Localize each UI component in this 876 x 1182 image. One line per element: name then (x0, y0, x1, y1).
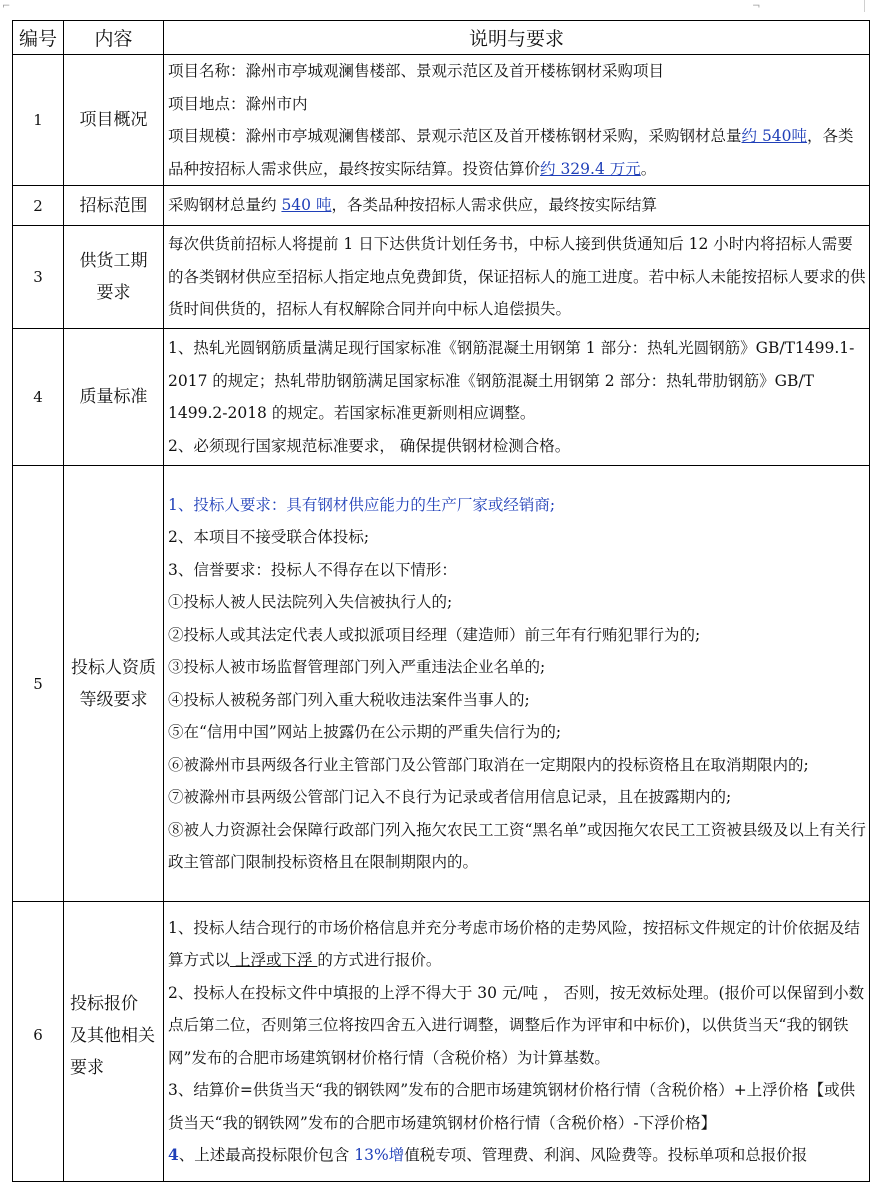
quantity-link: 540 吨 (281, 196, 332, 215)
desc-line: ①投标人被人民法院列入失信被执行人的; (168, 593, 453, 611)
item-number: 4 (168, 1145, 179, 1164)
table-row (13, 226, 870, 329)
corner-mark-right: ¬ (752, 1, 761, 12)
row-description: 每次供货前招标人将提前 1 日下达供货计划任务书，中标人接到供货通知后 12 小时内将招标人需要的各类钢材供应至招标人指定地点免费卸货，保证招标人的施工进度。若中标人未能按招标人要求的供货时间供货的，招标人有权解除合同并向中标人追偿损失。 (164, 226, 870, 329)
desc-line: ⑦被滁州市县两级公管部门记入不良行为记录或者信用信息记录，且在披露期内的; (168, 788, 732, 806)
table-row (13, 186, 870, 226)
row-category: 项目概况 (64, 55, 164, 186)
row-category (64, 466, 164, 902)
row-description (164, 329, 870, 466)
row-number: 1 (13, 55, 64, 186)
category-line: 及其他相关 (70, 1026, 155, 1046)
tax-rate: 13%增 (354, 1146, 405, 1164)
requirements-table (12, 20, 870, 1182)
desc-text: 项目规模：滁州市亭城观澜售楼部、景观示范区及首开楼栋钢材采购，采购钢材总量 (168, 127, 742, 145)
desc-text: ，各类品种按招标人需求供应，最终按实际结算 (331, 196, 657, 215)
row-number: 3 (13, 226, 64, 329)
page-edge-line (864, 0, 865, 12)
table-row (13, 329, 870, 466)
budget-amount: 约 329.4 万元 (540, 159, 641, 178)
row-category (64, 902, 164, 1182)
desc-text: 、上述最高投标限价包含 (178, 1146, 355, 1164)
row-description (164, 902, 870, 1182)
desc-line: 1、热轧光圆钢筋质量满足现行国家标准《钢筋混凝土用钢第 1 部分：热轧光圆钢筋》GB/T1499.1-2017 的规定；热轧带肋钢筋满足国家标准《钢筋混凝土用钢第 2 部分：热轧带肋钢筋》GB/T 1499.2-2018 的规定。若国家标准更新则相应调整。 (168, 339, 855, 422)
category-line: 投标报价 (70, 994, 138, 1014)
row-number: 5 (13, 466, 64, 902)
desc-text: ，各类品种按招标人需求供应，最终按实际结算。投资估算价 (168, 127, 854, 178)
desc-line: ③投标人被市场监督管理部门列入严重违法企业名单的; (168, 658, 546, 676)
desc-text: 1、投标人结合现行的市场价格信息并充分考虑市场价格的走势风险，按招标文件规定的计价依据及结算方式以 (168, 918, 860, 969)
desc-text: 。 (640, 159, 657, 178)
header-desc: 说明与要求 (164, 21, 870, 55)
category-line: 等级要求 (79, 689, 148, 710)
desc-line: ④投标人被税务部门列入重大税收违法案件当事人的; (168, 690, 530, 709)
table-row (13, 902, 870, 1182)
float-method: 上浮或下浮 (230, 951, 318, 969)
header-no: 编号 (13, 21, 64, 55)
desc-line: ⑧被人力资源社会保障行政部门列入拖欠农民工工资“黑名单”或因拖欠农民工工资被县级及以上有关行政主管部门限制投标资格且在限制期限内的。 (168, 820, 866, 871)
row-category: 质量标准 (64, 329, 164, 466)
table-header-row (13, 21, 870, 55)
corner-mark-left: ⌐ (2, 1, 11, 12)
quantity-unit: 吨 (791, 127, 808, 145)
desc-text: 值税专项、管理费、利润、风险费等。投标单项和总报价报 (404, 1146, 808, 1164)
category-line: 供货工期 (79, 251, 148, 271)
category-line: 投标人资质 (71, 657, 156, 678)
category-line: 要求 (70, 1058, 104, 1078)
row-number: 4 (13, 329, 64, 466)
desc-line: 项目名称：滁州市亭城观澜售楼部、景观示范区及首开楼栋钢材采购项目 (168, 62, 665, 80)
desc-line: 2、投标人在投标文件中填报的上浮不得大于 30 元/吨 ， 否则，按无效标处理。(报价可以保留到小数点后第二位，否则第三位将按四舍五入进行调整，调整后作为评审和中标价)，以供货当天“我的钢铁网”发布的合肥市场建筑钢材价格行情（含税价格）为计算基数。 (168, 983, 865, 1067)
desc-line: ⑤在“信用中国”网站上披露仍在公示期的严重失信行为的; (168, 723, 562, 741)
desc-text: 采购钢材总量约 (168, 196, 282, 215)
row-category: 招标范围 (64, 186, 164, 226)
row-description (164, 55, 870, 186)
desc-text: 的方式进行报价。 (317, 951, 442, 969)
desc-line: 2、必须现行国家规范标准要求， 确保提供钢材检测合格。 (168, 436, 571, 455)
row-description (164, 186, 870, 226)
table-row (13, 466, 870, 902)
row-number: 2 (13, 186, 64, 226)
desc-line (168, 1139, 867, 1172)
desc-line: 3、信誉要求：投标人不得存在以下情形： (168, 560, 457, 579)
desc-line (168, 120, 867, 185)
row-number: 6 (13, 902, 64, 1182)
desc-line: 1、投标人要求：具有钢材供应能力的生产厂家或经销商; (168, 495, 556, 514)
header-content: 内容 (64, 21, 164, 55)
desc-line: 2、本项目不接受联合体投标; (168, 528, 370, 546)
desc-line: ②投标人或其法定代表人或拟派项目经理（建造师）前三年有行贿犯罪行为的; (168, 625, 701, 644)
quantity-link: 约 540 (741, 127, 792, 145)
row-category (64, 226, 164, 329)
table-row (13, 55, 870, 186)
desc-line: 3、结算价=供货当天“我的钢铁网”发布的合肥市场建筑钢材价格行情（含税价格）+上浮价格【或供货当天“我的钢铁网”发布的合肥市场建筑钢材价格行情（含税价格）-下浮价格】 (168, 1081, 856, 1132)
row-description (164, 466, 870, 902)
desc-line: 项目地点：滁州市内 (168, 94, 308, 113)
category-line: 要求 (96, 283, 131, 303)
desc-line: ⑥被滁州市县两级各行业主管部门及公管部门取消在一定期限内的投标资格且在取消期限内的; (168, 755, 809, 774)
desc-line (168, 912, 867, 977)
